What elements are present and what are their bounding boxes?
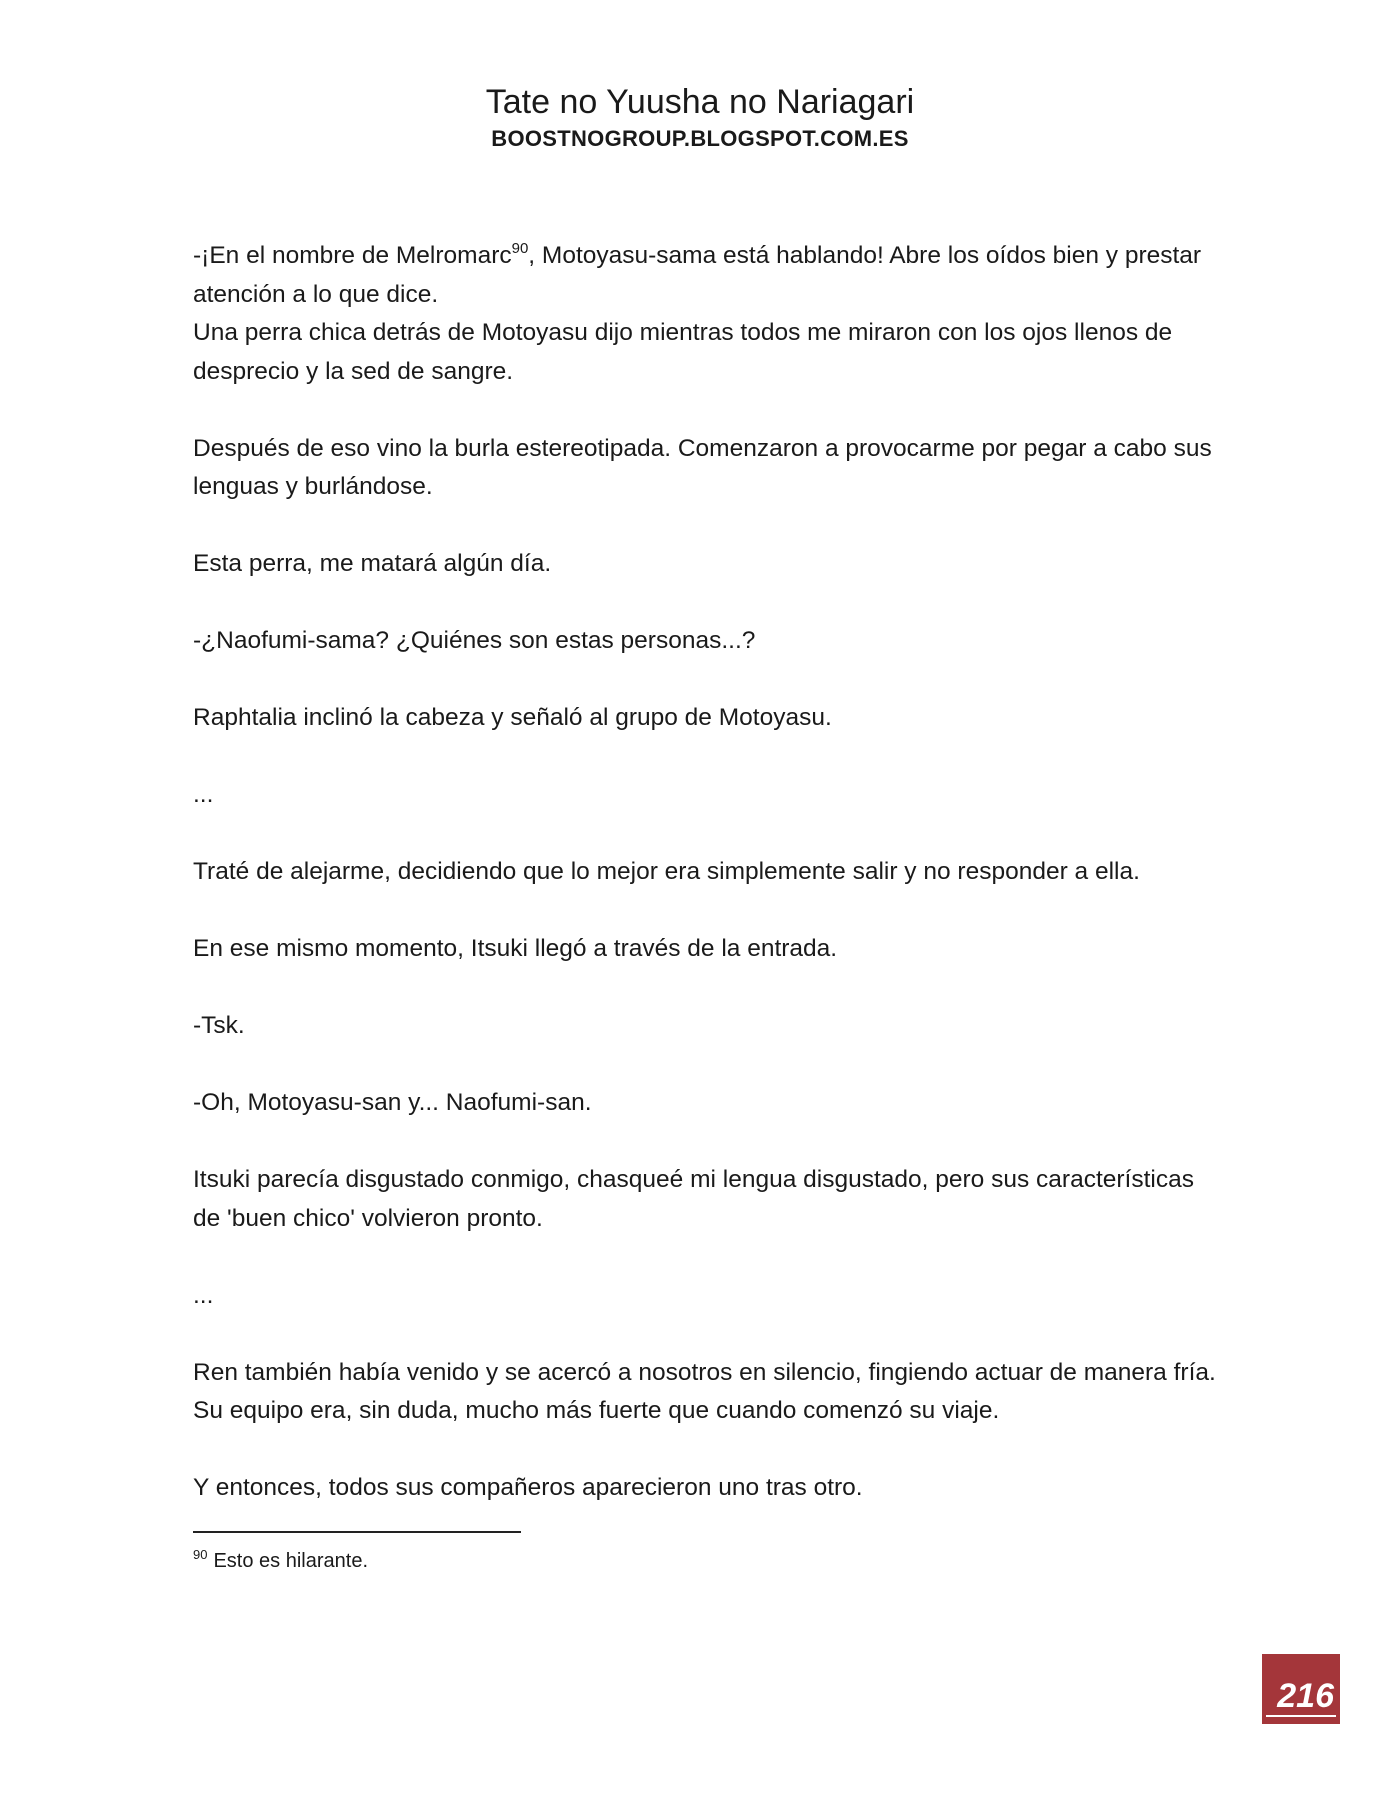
paragraph-3: Después de eso vino la burla estereotipada. Comenzaron a provocarme por pegar a cabo sus lenguas y burlándose. [193, 434, 1212, 500]
paragraph-14: Ren también había venido y se acercó a nosotros en silencio, fingiendo actuar de manera fría. Su equipo era, sin duda, mucho más fuerte que cuando comenzó su viaje. [193, 1358, 1216, 1424]
paragraph-11: -Oh, Motoyasu-san y... Naofumi-san. [193, 1089, 592, 1116]
book-title: Tate no Yuusha no Nariagari [485, 83, 915, 121]
paragraph-9: En ese mismo momento, Itsuki llegó a través de la entrada. [193, 935, 838, 962]
paragraph-13: ... [193, 1281, 214, 1309]
paragraph-2: Una perra chica detrás de Motoyasu dijo mientras todos me miraron con los ojos llenos de desprecio y la sed de sangre. [193, 319, 1173, 385]
chapter-body [193, 237, 1223, 1508]
paragraph-5: -¿Naofumi-sama? ¿Quiénes son estas personas...? [193, 627, 756, 654]
footnote [193, 1548, 368, 1574]
paragraph-15: Y entonces, todos sus compañeros aparecieron uno tras otro. [193, 1474, 863, 1501]
page-number: 216 [1277, 1677, 1334, 1715]
paragraph-7: ... [193, 781, 214, 808]
paragraph-4: Esta perra, me matará algún día. [193, 550, 552, 577]
page-header [0, 82, 1400, 154]
page-number-badge [1262, 1654, 1340, 1724]
site-url: BOOSTNOGROUP.BLOGSPOT.COM.ES [491, 126, 909, 151]
paragraph-10: -Tsk. [193, 1012, 245, 1039]
paragraph-1-end: , Motoyasu-sama está hablando! Abre los oídos bien y prestar atención a lo que dice. [193, 242, 1202, 308]
paragraph-6: Raphtalia inclinó la cabeza y señaló al grupo de Motoyasu. [193, 704, 832, 731]
footnote-number: 90 [193, 1547, 208, 1562]
paragraph-8: Traté de alejarme, decidiendo que lo mejor era simplemente salir y no responder a ella. [193, 858, 1140, 885]
footnote-text: Esto es hilarante. [213, 1550, 368, 1572]
page-number-underline [1266, 1715, 1336, 1717]
paragraph-1-start: -¡En el nombre de Melromarc [193, 242, 512, 269]
footnote-divider [193, 1531, 521, 1533]
paragraph-12: Itsuki parecía disgustado conmigo, chasqueé mi lengua disgustado, pero sus características de 'buen chico' volvieron pronto. [193, 1166, 1194, 1232]
paragraph-1 [193, 237, 1223, 314]
footnote-reference: 90 [511, 240, 529, 257]
